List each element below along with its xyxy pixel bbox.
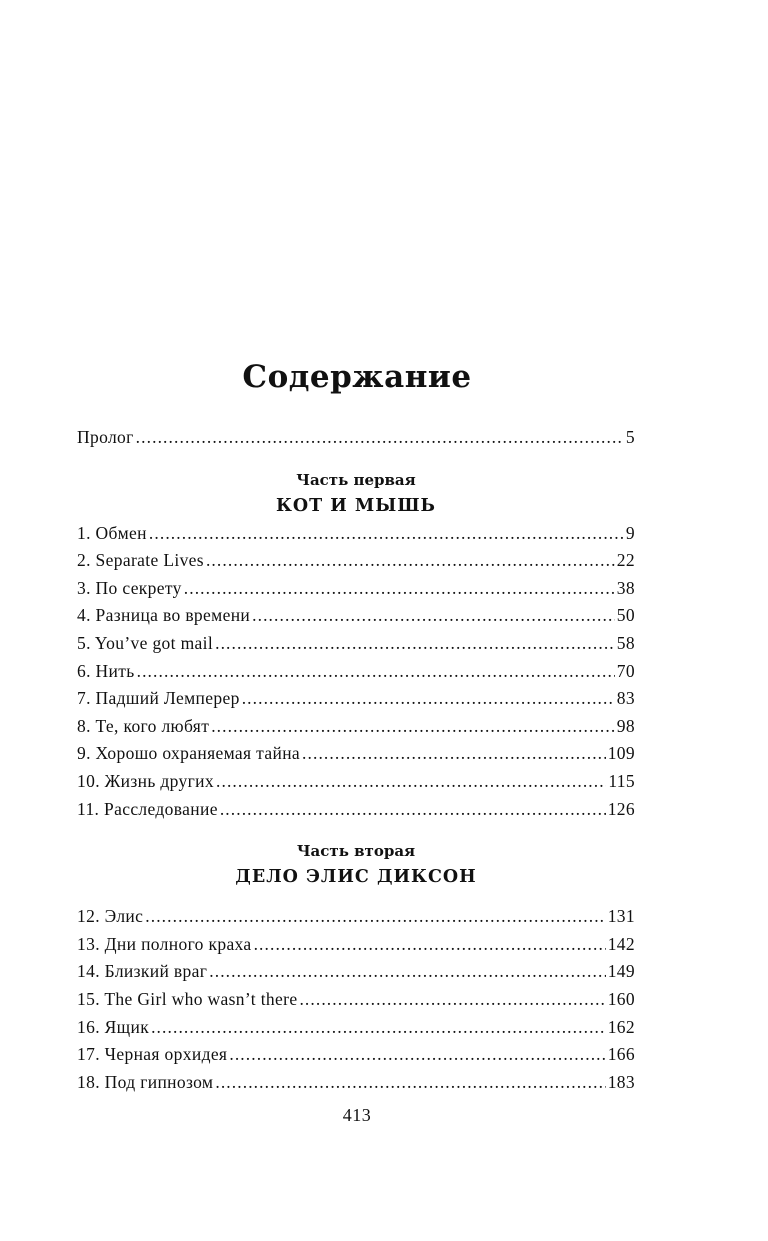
dot-leader [220,796,606,824]
dot-leader [151,1014,606,1042]
toc-entry-page: 58 [616,632,635,653]
dot-leader [242,685,615,713]
toc-entry[interactable] [77,658,635,686]
toc-entry-page: 149 [607,961,635,982]
toc-entry[interactable] [77,1041,635,1069]
toc-entry-title: 13. Дни полного краха [77,933,252,954]
dot-leader [215,1069,605,1097]
toc-entry-title: 5. You’ve got mail [77,632,214,653]
toc-entry[interactable] [77,1014,635,1042]
toc-entry-page: 142 [607,933,635,954]
dot-leader [145,903,605,931]
dot-leader [211,713,615,741]
toc-entry[interactable] [77,796,635,824]
toc-entry-title: 9. Хорошо охраняемая тайна [77,743,301,764]
dot-leader [209,958,605,986]
toc-entry[interactable] [77,903,635,931]
toc-entry-page: 183 [607,1071,635,1092]
toc-entry-title: 6. Нить [77,660,135,681]
toc-entry[interactable] [77,630,635,658]
toc-entry-page: 131 [607,906,635,927]
toc-entry[interactable] [77,520,635,548]
toc-entry-page: 166 [607,1044,635,1065]
dot-leader [299,986,605,1014]
toc-entry-prologue[interactable] [77,424,635,452]
toc-entry-title: 10. Жизнь других [77,770,214,791]
toc-entry-page: 160 [607,988,635,1009]
toc-entry-page: 162 [607,1016,635,1037]
toc-entry-title: 11. Расследование [77,798,218,819]
toc-entry-title: 15. The Girl who wasn’t there [77,988,298,1009]
toc-entry[interactable] [77,685,635,713]
toc-entry-page: 109 [607,743,635,764]
toc-entry[interactable] [77,931,635,959]
toc-entry-page: 115 [608,770,635,791]
dot-leader [229,1041,605,1069]
toc-entry-page: 70 [616,660,635,681]
toc-entry[interactable] [77,602,635,630]
toc-entry-title: 18. Под гипнозом [77,1071,214,1092]
toc-entry-title: 3. По секрету [77,577,182,598]
toc-entry-page: 38 [616,577,635,598]
part-heading-2 [77,839,635,891]
toc-entry-title: 2. Separate Lives [77,550,204,571]
toc-entry-title: 8. Те, кого любят [77,715,210,736]
toc-entry[interactable] [77,547,635,575]
toc-entry[interactable] [77,986,635,1014]
toc-entry[interactable] [77,713,635,741]
toc-entry-page: 5 [625,427,635,447]
table-of-contents [77,424,635,1096]
dot-leader [252,602,615,630]
toc-entry-page: 22 [616,550,635,571]
dot-leader [184,575,615,603]
dot-leader [206,547,615,575]
part-heading-1 [77,468,635,520]
toc-entry-page: 126 [607,798,635,819]
dot-leader [216,768,606,796]
toc-entry-page: 83 [616,688,635,709]
toc-entry[interactable] [77,740,635,768]
page-title: Содержание [242,358,472,395]
toc-entry[interactable] [77,768,635,796]
dot-leader [149,520,624,548]
toc-entry-title: 14. Близкий враг [77,961,208,982]
toc-entry-page: 50 [616,605,635,626]
dot-leader [254,931,606,959]
dot-leader [302,740,606,768]
page-number: 413 [342,1105,372,1125]
dot-leader [137,658,615,686]
dot-leader [136,424,624,452]
part-label: Часть вторая [296,842,416,861]
part-name: ДЕЛО ЭЛИС ДИКСОН [235,867,477,888]
toc-entry-title: 16. Ящик [77,1016,150,1037]
toc-entry-page: 98 [616,715,635,736]
toc-entry-page: 9 [625,522,635,543]
toc-entry[interactable] [77,575,635,603]
toc-entry[interactable] [77,1069,635,1097]
dot-leader [215,630,615,658]
toc-entry-title: 17. Черная орхидея [77,1044,228,1065]
toc-entry[interactable] [77,958,635,986]
toc-entry-title: 7. Падший Лемперер [77,688,240,709]
toc-entry-title: 4. Разница во времени [77,605,251,626]
toc-entry-title: 12. Элис [77,906,144,927]
part-label: Часть первая [296,470,416,489]
part-name: КОТ И МЫШЬ [276,495,436,516]
toc-entry-title: Пролог [77,427,134,447]
toc-entry-title: 1. Обмен [77,522,147,543]
